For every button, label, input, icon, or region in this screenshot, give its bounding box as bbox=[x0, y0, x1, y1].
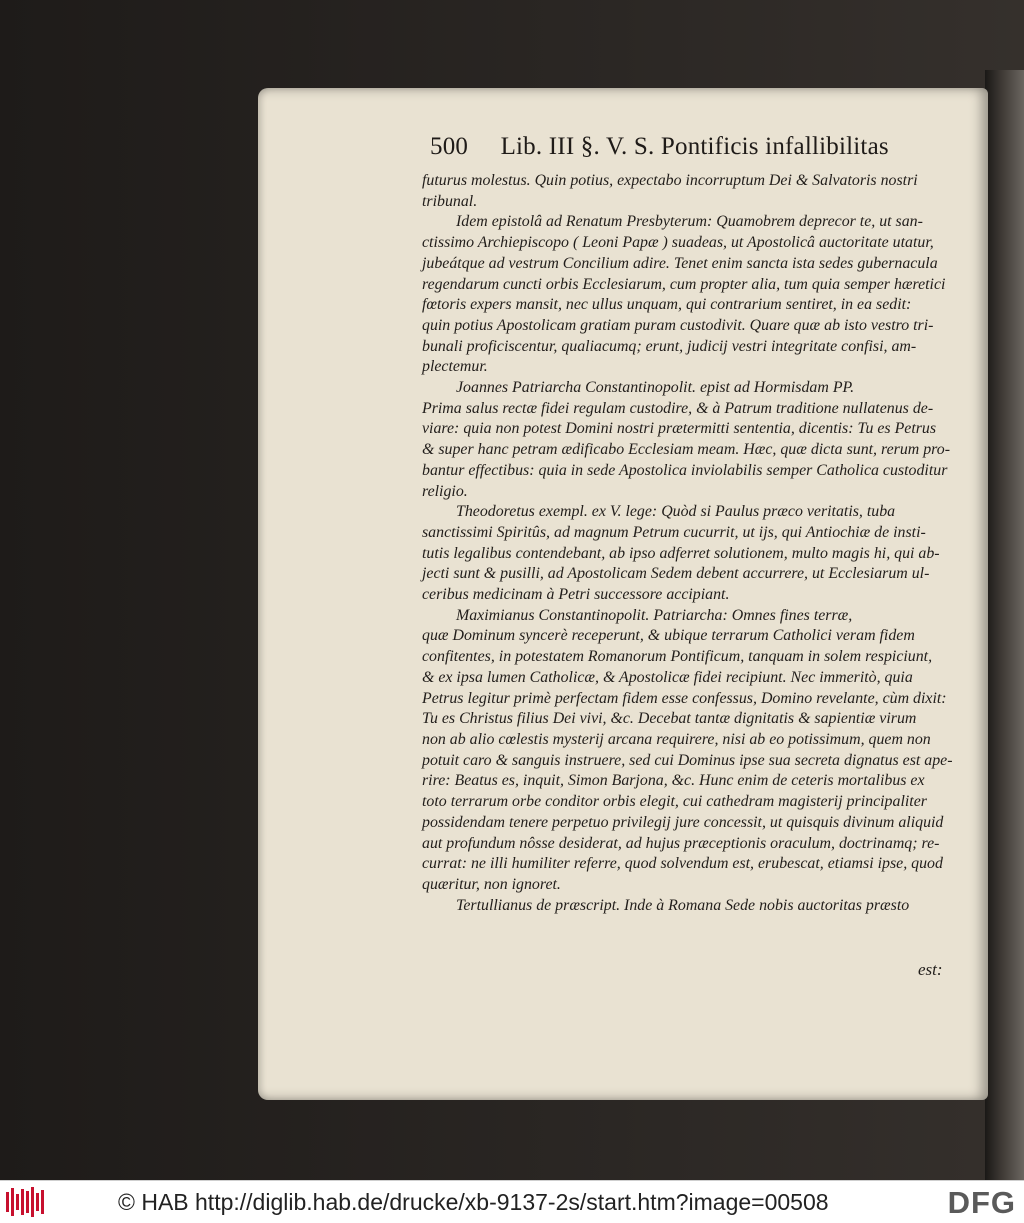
text-line: quæ Dominum syncerè receperunt, & ubique terrarum Catholici veram fidem bbox=[422, 627, 915, 645]
text-line: quin potius Apostolicam gratiam puram custodivit. Quare quæ ab isto vestro tri- bbox=[422, 316, 934, 334]
text-line: quæritur, non ignoret. bbox=[422, 875, 561, 893]
text-line: non ab alio cœlestis mysterij arcana requirere, nisi ab eo potissimum, quem non bbox=[422, 730, 931, 748]
text-line: toto terrarum orbe conditor orbis elegit, cui cathedram magisterij principaliter bbox=[422, 793, 927, 811]
running-head: Lib. III §. V. S. Pontificis infallibilitas bbox=[500, 133, 889, 160]
dfg-logo: DFG bbox=[947, 1185, 1016, 1220]
page-number: 500 bbox=[430, 133, 469, 160]
text-line: ceribus medicinam à Petri successore accipiant. bbox=[422, 586, 730, 604]
text-line: regendarum cuncti orbis Ecclesiarum, cum propter alia, tum quia semper hæretici bbox=[422, 275, 946, 293]
text-line: Idem epistolâ ad Renatum Presbyterum: Quamobrem deprecor te, ut san- bbox=[456, 213, 923, 231]
text-line: Tertullianus de præscript. Inde à Romana Sede nobis auctoritas præsto bbox=[456, 896, 910, 914]
book-edge bbox=[985, 70, 1024, 1180]
text-line: jubeátque ad vestrum Concilium adire. Tenet enim sancta ista sedes gubernacula bbox=[422, 254, 938, 272]
text-line: Theodoretus exempl. ex V. lege: Quòd si Paulus præco veritatis, tuba bbox=[456, 503, 896, 521]
source-url[interactable]: © HAB http://diglib.hab.de/drucke/xb-9137-2s/start.htm?image=00508 bbox=[118, 1189, 829, 1215]
text-line: currat: ne illi humiliter referre, quod solvendum est, erubescat, etiamsi ipse, quod bbox=[422, 855, 943, 873]
text-line: tutis legalibus contendebant, ab ipso adferret solutionem, multo magis hi, qui ab- bbox=[422, 544, 940, 562]
text-line: Maximianus Constantinopolit. Patriarcha: Omnes fines terræ, bbox=[456, 606, 853, 624]
text-line: religio. bbox=[422, 482, 468, 500]
text-line: potuit caro & sanguis instruere, sed cui Dominus ipse sua secreta dignatus est ape- bbox=[422, 751, 953, 769]
text-line: & super hanc petram ædificabo Ecclesiam meam. Hæc, quæ dicta sunt, rerum pro- bbox=[422, 441, 951, 459]
text-line: rire: Beatus es, inquit, Simon Barjona, &c. Hunc enim de ceteris mortalibus ex bbox=[422, 772, 925, 790]
text-line: viare: quia non potest Domini nostri prætermitti sententia, dicentis: Tu es Petrus bbox=[422, 420, 937, 438]
hab-barcode-logo-icon bbox=[6, 1186, 46, 1218]
text-line: plectemur. bbox=[422, 358, 488, 376]
text-line: Joannes Patriarcha Constantinopolit. epist ad Hormisdam PP. bbox=[456, 379, 855, 397]
text-line: futurus molestus. Quin potius, expectabo incorruptum Dei & Salvatoris nostri bbox=[422, 172, 918, 189]
text-line: confitentes, in potestatem Romanorum Pontificum, tanquam in solem respiciunt, bbox=[422, 648, 933, 666]
footer-bar bbox=[0, 1180, 1024, 1223]
text-line: bunali proficiscentur, qualiacumq; erunt, judicij vestri integritate confisi, am- bbox=[422, 337, 917, 355]
text-line: bantur effectibus: quia in sede Apostolica inviolabilis semper Catholica custoditur bbox=[422, 461, 948, 479]
page-header bbox=[430, 133, 950, 173]
body-text bbox=[422, 171, 967, 916]
text-line: fœtoris expers mansit, nec ullus unquam, qui contrarium sentiret, in ea sedit: bbox=[422, 296, 912, 314]
text-line: possidendam tenere perpetuo privilegij jure concessit, ut quisquis divinum aliquid bbox=[422, 813, 944, 831]
text-line: Tu es Christus filius Dei vivi, &c. Decebat tantæ dignitatis & sapientiæ virum bbox=[422, 710, 917, 728]
text-line: Petrus legitur primè perfectam fidem esse confessus, Domino revelante, cùm dixit: bbox=[422, 689, 947, 707]
catchword: est: bbox=[918, 960, 943, 979]
text-line: ctissimo Archiepiscopo ( Leoni Papæ ) suadeas, ut Apostolicâ auctoritate utatur, bbox=[422, 234, 934, 252]
text-line: tribunal. bbox=[422, 192, 478, 210]
text-line: aut profundum nôsse desiderat, ad hujus præceptionis oraculum, doctrinamq; re- bbox=[422, 834, 940, 852]
text-line: sanctissimi Spiritûs, ad magnum Petrum cucurrit, ut ijs, qui Antiochiæ de insti- bbox=[422, 523, 926, 541]
text-line: jecti sunt & pusilli, ad Apostolicam Sedem debent accurrere, ut Ecclesiarum ul- bbox=[422, 565, 930, 583]
text-line: Prima salus rectæ fidei regulam custodire, & à Patrum traditione nullatenus de- bbox=[422, 399, 934, 417]
text-line: & ex ipsa lumen Catholicæ, & Apostolicæ fidei recipiunt. Nec immeritò, quia bbox=[422, 668, 913, 686]
